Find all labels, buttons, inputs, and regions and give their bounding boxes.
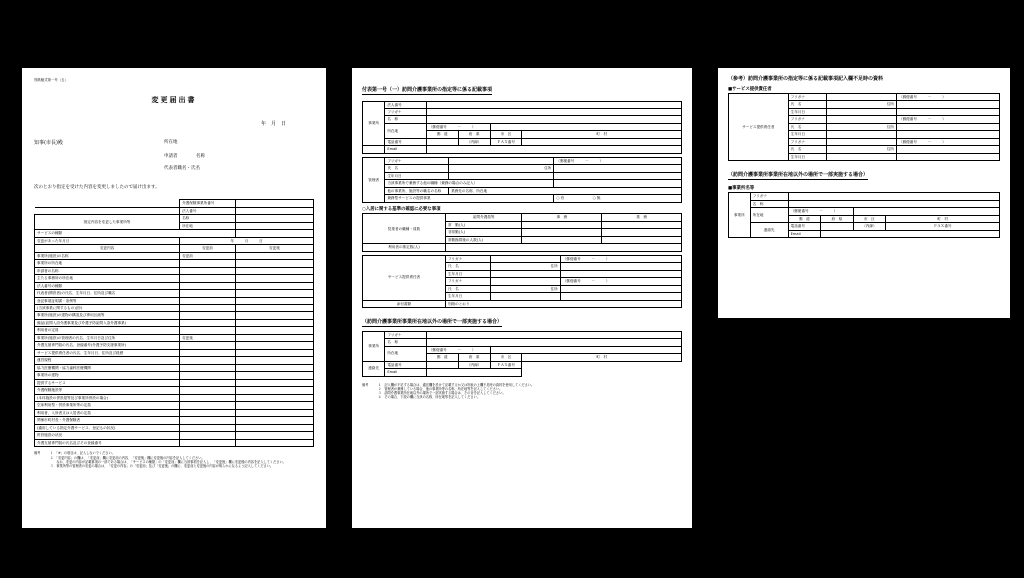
- label-name: 名 称: [750, 200, 788, 207]
- label-birthdate: 生年月日: [445, 293, 490, 300]
- label-corporate-number: 法人番号: [385, 101, 426, 108]
- cell-change-content-head: 変更内容: [35, 245, 180, 252]
- label-furigana: フリガナ: [385, 331, 426, 338]
- table-row: [35, 319, 314, 326]
- label-name: 氏 名: [788, 146, 826, 153]
- lead-text: 次のとおり指定を受けた内容を変更しましたので届け出ます。: [34, 185, 160, 191]
- table-row: [35, 305, 314, 312]
- label-name: 名 称: [385, 339, 426, 346]
- table-row: [35, 432, 314, 439]
- label-other-office-address: 業務先の名称、所在地: [449, 187, 682, 194]
- label-concurrent-question: 兼務型サービスの提供事業: [385, 195, 554, 202]
- table-row: [35, 215, 314, 222]
- label-residence: 住所: [490, 263, 560, 270]
- table-row: [35, 200, 314, 207]
- label-contact: 連絡先: [363, 361, 385, 376]
- table-row: [35, 290, 314, 297]
- change-item: 利用者、入所者又は入居者の定員: [35, 409, 180, 416]
- change-item: (本体施設の併設屋等及び事業所併設の場合): [35, 394, 180, 401]
- footer-note: １ 「※」の項目は、記入しないでください。: [50, 451, 115, 456]
- change-item: (適用している指定介護サービス、登記もの状況): [35, 424, 180, 431]
- table-row: [35, 364, 314, 371]
- label-furigana: フリガナ: [750, 193, 788, 200]
- change-item: 事業所(施設)の建物の構造及び専用区画等: [35, 312, 180, 319]
- footer-note: １ 記入欄が不足する場合は、適宜欄を設けて記載するか又は別表の上欄不足時の資料を使用してください。: [378, 382, 535, 387]
- label-birthdate: 生年月日: [788, 153, 826, 160]
- label-postal: （郵便番号 － ）: [560, 255, 681, 262]
- table-row: [35, 327, 314, 334]
- table-row: [363, 157, 682, 164]
- change-item-rows: [35, 252, 314, 447]
- label-residence: 住所: [490, 285, 560, 292]
- table-row: [35, 282, 314, 289]
- footer-label: 備考: [34, 451, 41, 456]
- table-row: [35, 379, 314, 386]
- change-table: [34, 199, 314, 447]
- change-item: 運営規程: [35, 357, 180, 364]
- applicant-address-label: 所在地: [164, 139, 178, 145]
- table-row: [363, 361, 682, 368]
- label-city: 市 区: [490, 131, 522, 138]
- table-row: [35, 297, 314, 304]
- table-row: [363, 101, 682, 108]
- table-row: [363, 331, 682, 338]
- document-sheet-1: [22, 68, 326, 528]
- label-postal: （郵便番号 － ）: [560, 278, 681, 285]
- label-phone: 電話番号: [385, 138, 426, 145]
- cell-address-label: 所在地: [180, 222, 236, 229]
- label-town: 町 村: [522, 131, 682, 138]
- table-row: [729, 200, 1000, 207]
- label-furigana: フリガナ: [788, 94, 826, 101]
- table-row: [35, 237, 314, 244]
- staff-table: [362, 213, 682, 251]
- footer-note: ３ 事業所等の管理者の変更の場合は、「変更の内容」の「変更前」及び「変更後」の欄に、変更前と変更後の内容が明らかになるよう記入してください。: [50, 464, 274, 469]
- label-name: 氏 名: [445, 263, 490, 270]
- cell-after: 変更後: [180, 334, 236, 341]
- label-furigana: フリガナ: [445, 255, 490, 262]
- label-email: Email: [385, 146, 426, 153]
- label-name: 氏 名: [788, 101, 826, 108]
- label-service-manager: サービス提供責任者: [363, 255, 446, 300]
- change-item: 登記事項証明書・条例等: [35, 297, 180, 304]
- label-residence: 住所: [449, 165, 554, 172]
- label-residence: 住所: [826, 123, 896, 130]
- label-attachments: 添付書類: [363, 300, 446, 307]
- label-city: 市 区: [490, 354, 522, 361]
- label-postal: （郵便番号 － ）: [788, 208, 853, 215]
- label-phone: 電話番号: [385, 361, 426, 368]
- applicant-name-label: 名称: [196, 153, 205, 159]
- label-prefecture2: 府 県: [458, 131, 490, 138]
- change-item: 備品(訪問入浴介護事業及び介護予防訪問入浴介護事業): [35, 319, 180, 326]
- label-name: 名 称: [385, 116, 426, 123]
- footer-notes: [34, 451, 314, 468]
- document-sheet-3: [718, 68, 1010, 318]
- footer-note: ４ その場合、下段の欄に当該の名称、所在地等を記入してください。: [378, 395, 480, 400]
- table-row: [363, 180, 682, 187]
- cell-change-date-value: 年 月 日: [180, 237, 314, 244]
- table-row: [363, 165, 682, 172]
- col-homecare-worker: 訪問介護員等: [445, 214, 522, 221]
- label-birthdate: 生年月日: [788, 131, 826, 138]
- label-residence: 住所: [826, 101, 896, 108]
- table-row: [363, 116, 682, 123]
- label-residence: 住所: [826, 146, 896, 153]
- label-name: 氏 名: [385, 165, 449, 172]
- table-row: [35, 275, 314, 282]
- row-fulltime: 常 勤(人): [445, 221, 522, 228]
- label-prefecture: 郵 道: [426, 131, 458, 138]
- table-row: [729, 193, 1000, 200]
- change-item: 介護支援専門員の氏名、登録番号(介護予防支援事業所): [35, 342, 180, 349]
- service-manager-extra-table: [728, 93, 1000, 161]
- change-item: 介護支援専門員の氏名及びその登録番号: [35, 439, 180, 446]
- table-row: [363, 123, 682, 130]
- label-fax: ＦＡＸ番号: [886, 223, 1000, 230]
- addressee: 知事(市長)殿: [34, 139, 63, 146]
- label-address: 所在地: [750, 208, 788, 223]
- section-title-service-manager: ■サービス提供責任者: [728, 86, 772, 92]
- row-parttime: 非常勤(人): [445, 229, 522, 236]
- label-address: 所在地: [385, 346, 426, 361]
- label-email: Email: [385, 369, 426, 376]
- table-row: [35, 424, 314, 431]
- label-postal: （郵便番号 － ）: [897, 94, 1000, 101]
- applicant-label: 申請者: [164, 153, 178, 159]
- label-extension: （内線）: [853, 223, 886, 230]
- table-row: [363, 108, 682, 115]
- label-city: 市 区: [853, 215, 886, 222]
- label-furigana: フリガナ: [788, 138, 826, 145]
- value-attachments: 別紙のとおり: [445, 300, 681, 307]
- footer-notes: [362, 383, 682, 400]
- label-contact: 連絡先: [750, 223, 788, 238]
- change-item: 申請者の名称: [35, 267, 180, 274]
- change-item: 介護保険施設等: [35, 387, 180, 394]
- change-item: 事業所(施設)の管理者の氏名、生年月日及び住所: [35, 334, 180, 341]
- label-furigana: フリガナ: [385, 108, 426, 115]
- form-code: 別紙様式第一号（五）: [34, 78, 68, 82]
- section-title-standards: ○入居に関する基準の確認に必要な事項: [362, 206, 441, 212]
- label-fax: ＦＡＸ番号: [490, 138, 522, 145]
- label-town: 町 村: [522, 354, 682, 361]
- label-extension: （内線）: [458, 138, 490, 145]
- vertical-label-office: 事業所: [729, 193, 751, 238]
- cell-changed-office-label: 指定内容を変更した事業所等: [35, 215, 180, 230]
- service-manager-table: [362, 255, 682, 308]
- table-row: [363, 255, 682, 262]
- row-fte: 常勤換算後の人数(人): [445, 236, 522, 243]
- change-item: 利用者の定員: [35, 327, 180, 334]
- change-item: 主たる事務所の所在地: [35, 275, 180, 282]
- label-capacity: 利用者の推定数(人): [363, 244, 446, 251]
- cell-before: 変更前: [180, 252, 236, 259]
- label-address: 所在地: [385, 123, 426, 138]
- change-item: サービス提供責任者の氏名、生年月日、住所及び経歴: [35, 349, 180, 356]
- document-sheet-2: [352, 68, 692, 528]
- table-row: [363, 346, 682, 353]
- table-row: [35, 245, 314, 252]
- table-row: [35, 342, 314, 349]
- label-postal: （郵便番号 － ）: [897, 138, 1000, 145]
- vertical-label-office: 事業所: [363, 101, 385, 146]
- label-furigana: フリガナ: [788, 116, 826, 123]
- cell-service-type-label: サービスの種類: [35, 230, 236, 237]
- change-item: 事業所の建物: [35, 372, 180, 379]
- label-staff-count: 従業者の職種・員数: [363, 214, 446, 244]
- change-item: 空床利用型・併設事業所等の定員: [35, 402, 180, 409]
- change-item: 併設施設の状況: [35, 432, 180, 439]
- section-title-offsite: （訪問介護事業所事業所在地以外の場所で一部実施する場合）: [728, 172, 869, 179]
- footer-note: なお、変更の内容が記載事項の一部である場合は、「サービスの種類」の「変更前」欄に当該事項を記入し、「変更後」欄に変更後の内容を記入してください。: [50, 459, 286, 464]
- label-other-office: 他の事業所、施設等の職名の名称: [385, 187, 449, 194]
- section-subtitle-office: ■事業所名等: [728, 185, 755, 191]
- label-postal: （郵便番号 － ）: [554, 157, 682, 164]
- label-service-manager: サービス提供責任者: [729, 94, 789, 161]
- label-fax: ＦＡＸ番号: [490, 361, 522, 368]
- table-row: [35, 387, 314, 394]
- label-prefecture: 郵 道: [426, 354, 458, 361]
- manager-table: [362, 157, 682, 203]
- col-clerical: 事 務: [522, 214, 602, 221]
- change-item: (当該事業に関するもの)(抄): [35, 305, 180, 312]
- vertical-label-manager: 管理者: [363, 157, 385, 202]
- table-row: [35, 409, 314, 416]
- label-email: Email: [788, 230, 821, 237]
- change-item: 事業所の所在地: [35, 260, 180, 267]
- offsite-table: [362, 331, 682, 377]
- table-row: [363, 146, 682, 153]
- label-extension: （内線）: [458, 361, 490, 368]
- radio-no[interactable]: ○ 無: [592, 196, 601, 201]
- label-name: 氏 名: [788, 123, 826, 130]
- table-row: [729, 223, 1000, 230]
- page-title: （参考）訪問介護事業所の指定等に係る記載事項記入欄不足時の資料: [728, 76, 884, 82]
- label-prefecture2: 府 県: [821, 215, 854, 222]
- change-item: 事業所(施設)の名称: [35, 252, 180, 259]
- cell-houjin-bangou-label: 法人番号: [180, 207, 236, 214]
- col-duty: 業 務: [602, 214, 682, 221]
- label-birthdate: 生年月日: [788, 108, 826, 115]
- table-row: [363, 187, 682, 194]
- cell-change-date-label: 変更があった年月日: [35, 237, 180, 244]
- table-row: [35, 357, 314, 364]
- change-item: 提供するサービス: [35, 379, 180, 386]
- table-row: [363, 369, 682, 376]
- table-row: [363, 244, 682, 251]
- label-furigana: フリガナ: [445, 278, 490, 285]
- table-row: [363, 195, 682, 202]
- footer-note: ２ 管理者が兼務している場合、他の事業所等の名称、所在地等を記入してください。: [378, 386, 503, 391]
- cell-jigyosho-bangou-label: 介護保険事業所番号: [180, 200, 236, 207]
- table-row: [35, 417, 314, 424]
- table-row: [729, 208, 1000, 215]
- table-row: [35, 349, 314, 356]
- table-row: [35, 252, 314, 259]
- label-phone: 電話番号: [788, 223, 821, 230]
- page-title: 変更届出書: [151, 96, 197, 105]
- label-prefecture2: 府 県: [458, 354, 490, 361]
- table-row: [729, 94, 1000, 101]
- footer-note: ３ 訪問介護事業所在地以外の場所で一部実施する場合は、その旨を記入してください。: [378, 391, 506, 396]
- radio-yes[interactable]: ○ 有: [556, 196, 565, 201]
- label-name: 氏 名: [445, 285, 490, 292]
- table-row: [363, 300, 682, 307]
- date-line: 年 月 日: [260, 121, 286, 128]
- table-row: [35, 402, 314, 409]
- table-row: [35, 207, 314, 214]
- table-row: [35, 230, 314, 237]
- table-row: [35, 312, 314, 319]
- change-item: 関係市町村長・介護保険者: [35, 417, 180, 424]
- label-birthdate: 生年月日: [385, 172, 449, 179]
- table-row: [363, 214, 682, 221]
- label-postal: （郵便番号 － ）: [426, 123, 490, 130]
- table-row: [363, 339, 682, 346]
- table-row: [363, 138, 682, 145]
- footer-note: ２ 「変更内容」の欄は、「変更前」欄に変更前の内容、「変更後」欄に変更後の内容を記入してください。: [50, 455, 205, 460]
- cell-after-head: 変更後: [235, 245, 313, 252]
- page-title: 付表第一号（一）訪問介護事業所の指定等に係る記載事項: [362, 87, 493, 93]
- cell-name-label: 名称: [180, 215, 236, 222]
- table-row: [35, 394, 314, 401]
- label-town: 町 村: [886, 215, 1000, 222]
- section-title-offsite: （訪問介護事業所事業所在地以外の場所で一部実施する場合）: [362, 319, 503, 326]
- applicant-representative-label: 代表者職名・氏名: [164, 165, 200, 171]
- table-row: [35, 439, 314, 446]
- label-concurrent-role: 当該事業所で兼務する他の職種（兼務の場合のみ記入）: [385, 180, 554, 187]
- table-row: [35, 267, 314, 274]
- change-item: 協力医療機関・協力歯科医療機関: [35, 364, 180, 371]
- table-row: [35, 372, 314, 379]
- table-row: [35, 334, 314, 341]
- label-prefecture: 郵 道: [788, 215, 821, 222]
- label-postal: （郵便番号 － ）: [897, 116, 1000, 123]
- label-postal: （郵便番号 － ）: [426, 346, 490, 353]
- table-row: [363, 172, 682, 179]
- label-birthdate: 生年月日: [445, 270, 490, 277]
- table-row: [35, 260, 314, 267]
- offsite-extra-table: [728, 192, 1000, 238]
- change-item: 法人番号の種類: [35, 282, 180, 289]
- footer-label: 備考: [362, 382, 369, 387]
- label-furigana: フリガナ: [385, 157, 449, 164]
- office-table: [362, 101, 682, 154]
- vertical-label-office: 事業所: [363, 331, 385, 361]
- change-item: 代表者(開設者)の氏名、生年月日、住所及び職名: [35, 290, 180, 297]
- cell-before-head: 変更前: [180, 245, 236, 252]
